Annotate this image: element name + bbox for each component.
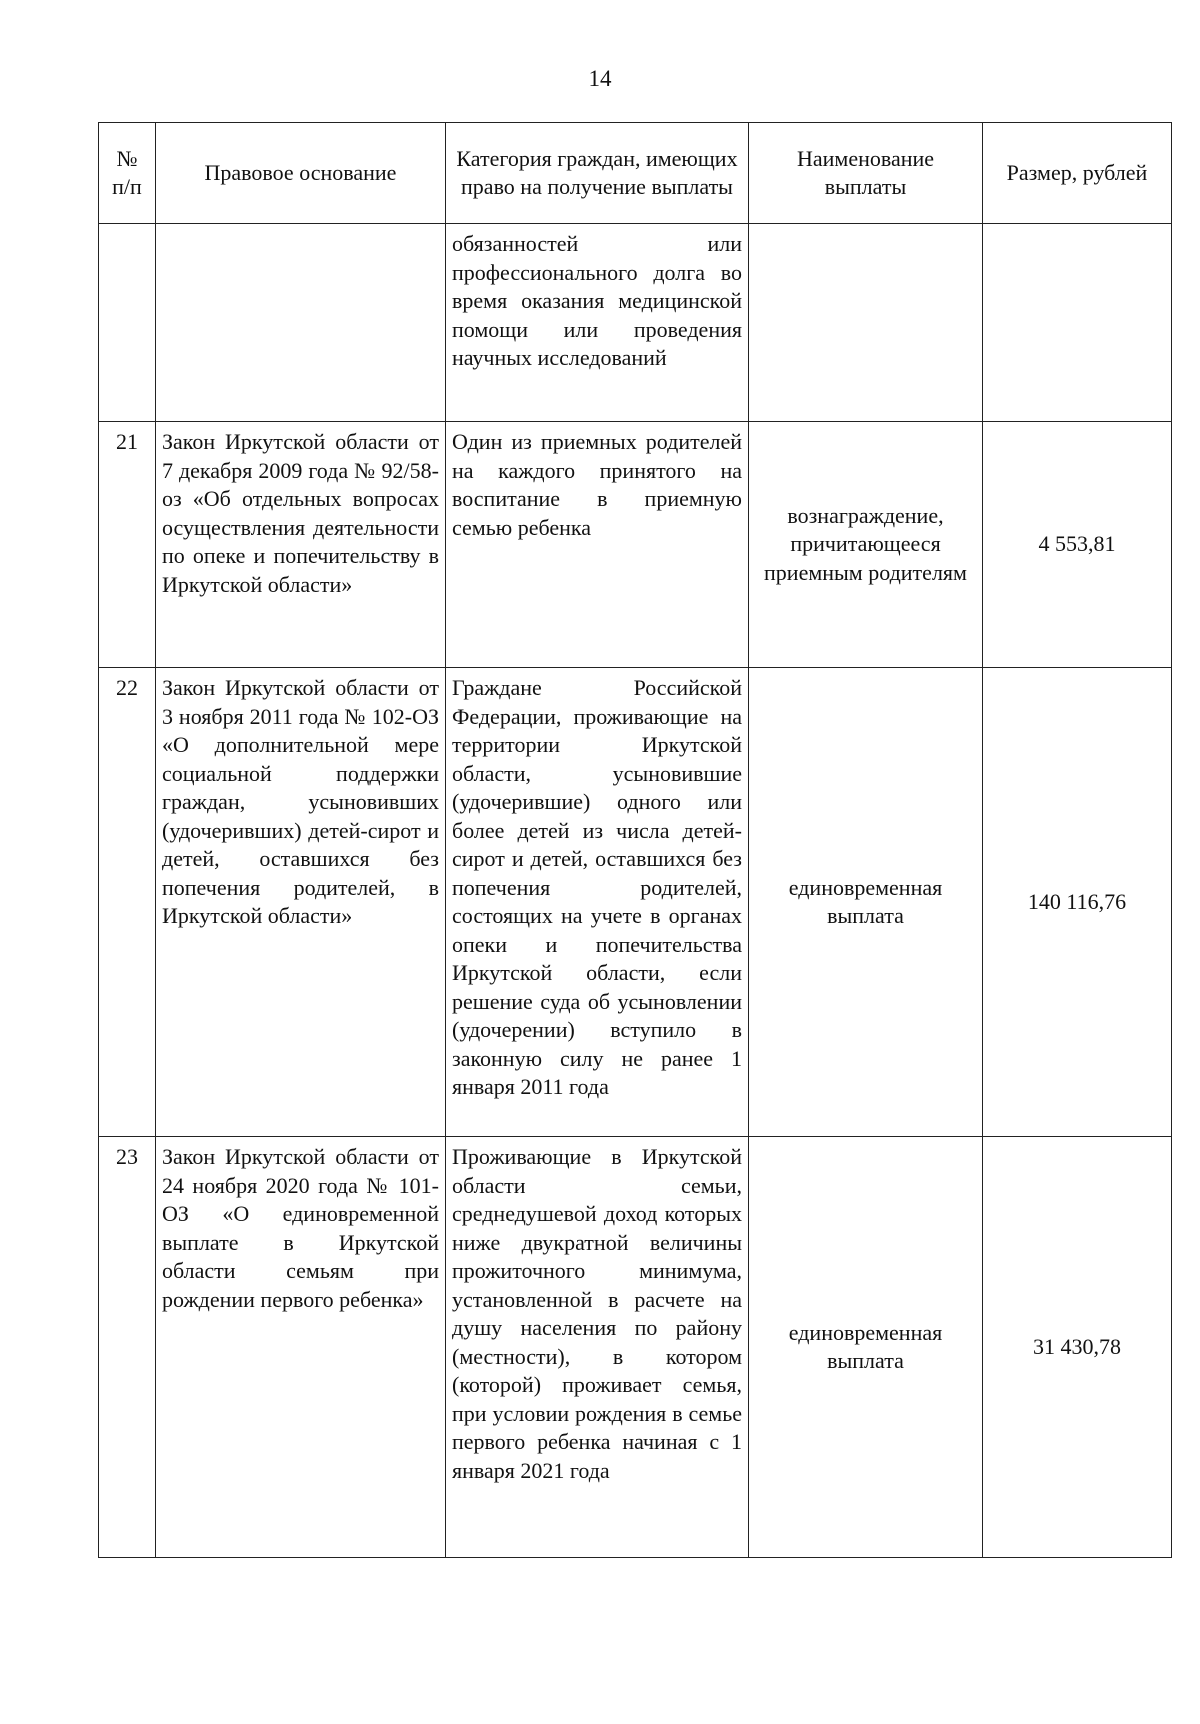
row-basis: Закон Иркутской области от 7 декабря 2009 года № 92/58-оз «Об отдельных вопросах осуществления деятельности по опеке и попечительству в Иркутской области» xyxy=(156,422,446,668)
table-row xyxy=(99,1137,1172,1558)
header-num: № п/п xyxy=(99,123,156,224)
table-row xyxy=(99,422,1172,668)
payments-table xyxy=(98,122,1172,1558)
row-category: Граждане Российской Федерации, проживающие на территории Иркутской области, усыновившие (удочерившие) одного или более детей из числа детей-сирот и детей, оставшихся без попечения родителей, состоящих на учете в органах опеки и попечительства Иркутской области, если решение суда об усыновлении (удочерении) вступило в законную силу не ранее 1 января 2011 года xyxy=(446,668,749,1137)
row-category: Один из приемных родителей на каждого принятого на воспитание в приемную семью ребенка xyxy=(446,422,749,668)
row-category: обязанностей или профессионального долга во время оказания медицинской помощи или проведения научных исследований xyxy=(446,224,749,422)
row-name: вознаграждение, причитающееся приемным родителям xyxy=(749,422,983,668)
row-amount xyxy=(983,224,1172,422)
row-category: Проживающие в Иркутской области семьи, среднедушевой доход которых ниже двукратной величины прожиточного минимума, установленной в расчете на душу населения по району (местности), в котором (которой) проживает семья, при условии рождения в семье первого ребенка начиная с 1 января 2021 года xyxy=(446,1137,749,1558)
header-basis: Правовое основание xyxy=(156,123,446,224)
row-num: 21 xyxy=(99,422,156,668)
table-row xyxy=(99,668,1172,1137)
row-basis xyxy=(156,224,446,422)
row-name: единовременная выплата xyxy=(749,1137,983,1558)
row-num xyxy=(99,224,156,422)
header-amount: Размер, рублей xyxy=(983,123,1172,224)
row-num: 22 xyxy=(99,668,156,1137)
header-category: Категория граждан, имеющих право на получение выплаты xyxy=(446,123,749,224)
page-number: 14 xyxy=(588,66,612,91)
row-basis: Закон Иркутской области от 3 ноября 2011 года № 102-ОЗ «О дополнительной мере социальной поддержки граждан, усыновивших (удочеривших) детей-сирот и детей, оставшихся без попечения родителей, в Иркутской области» xyxy=(156,668,446,1137)
row-name: единовременная выплата xyxy=(749,668,983,1137)
row-amount: 140 116,76 xyxy=(983,668,1172,1137)
row-num: 23 xyxy=(99,1137,156,1558)
header-name: Наименование выплаты xyxy=(749,123,983,224)
row-amount: 31 430,78 xyxy=(983,1137,1172,1558)
row-name xyxy=(749,224,983,422)
row-amount: 4 553,81 xyxy=(983,422,1172,668)
table-row xyxy=(99,224,1172,422)
table-header-row xyxy=(99,123,1172,224)
row-basis: Закон Иркутской области от 24 ноября 2020 года № 101-ОЗ «О единовременной выплате в Иркутской области семьям при рождении первого ребенка» xyxy=(156,1137,446,1558)
